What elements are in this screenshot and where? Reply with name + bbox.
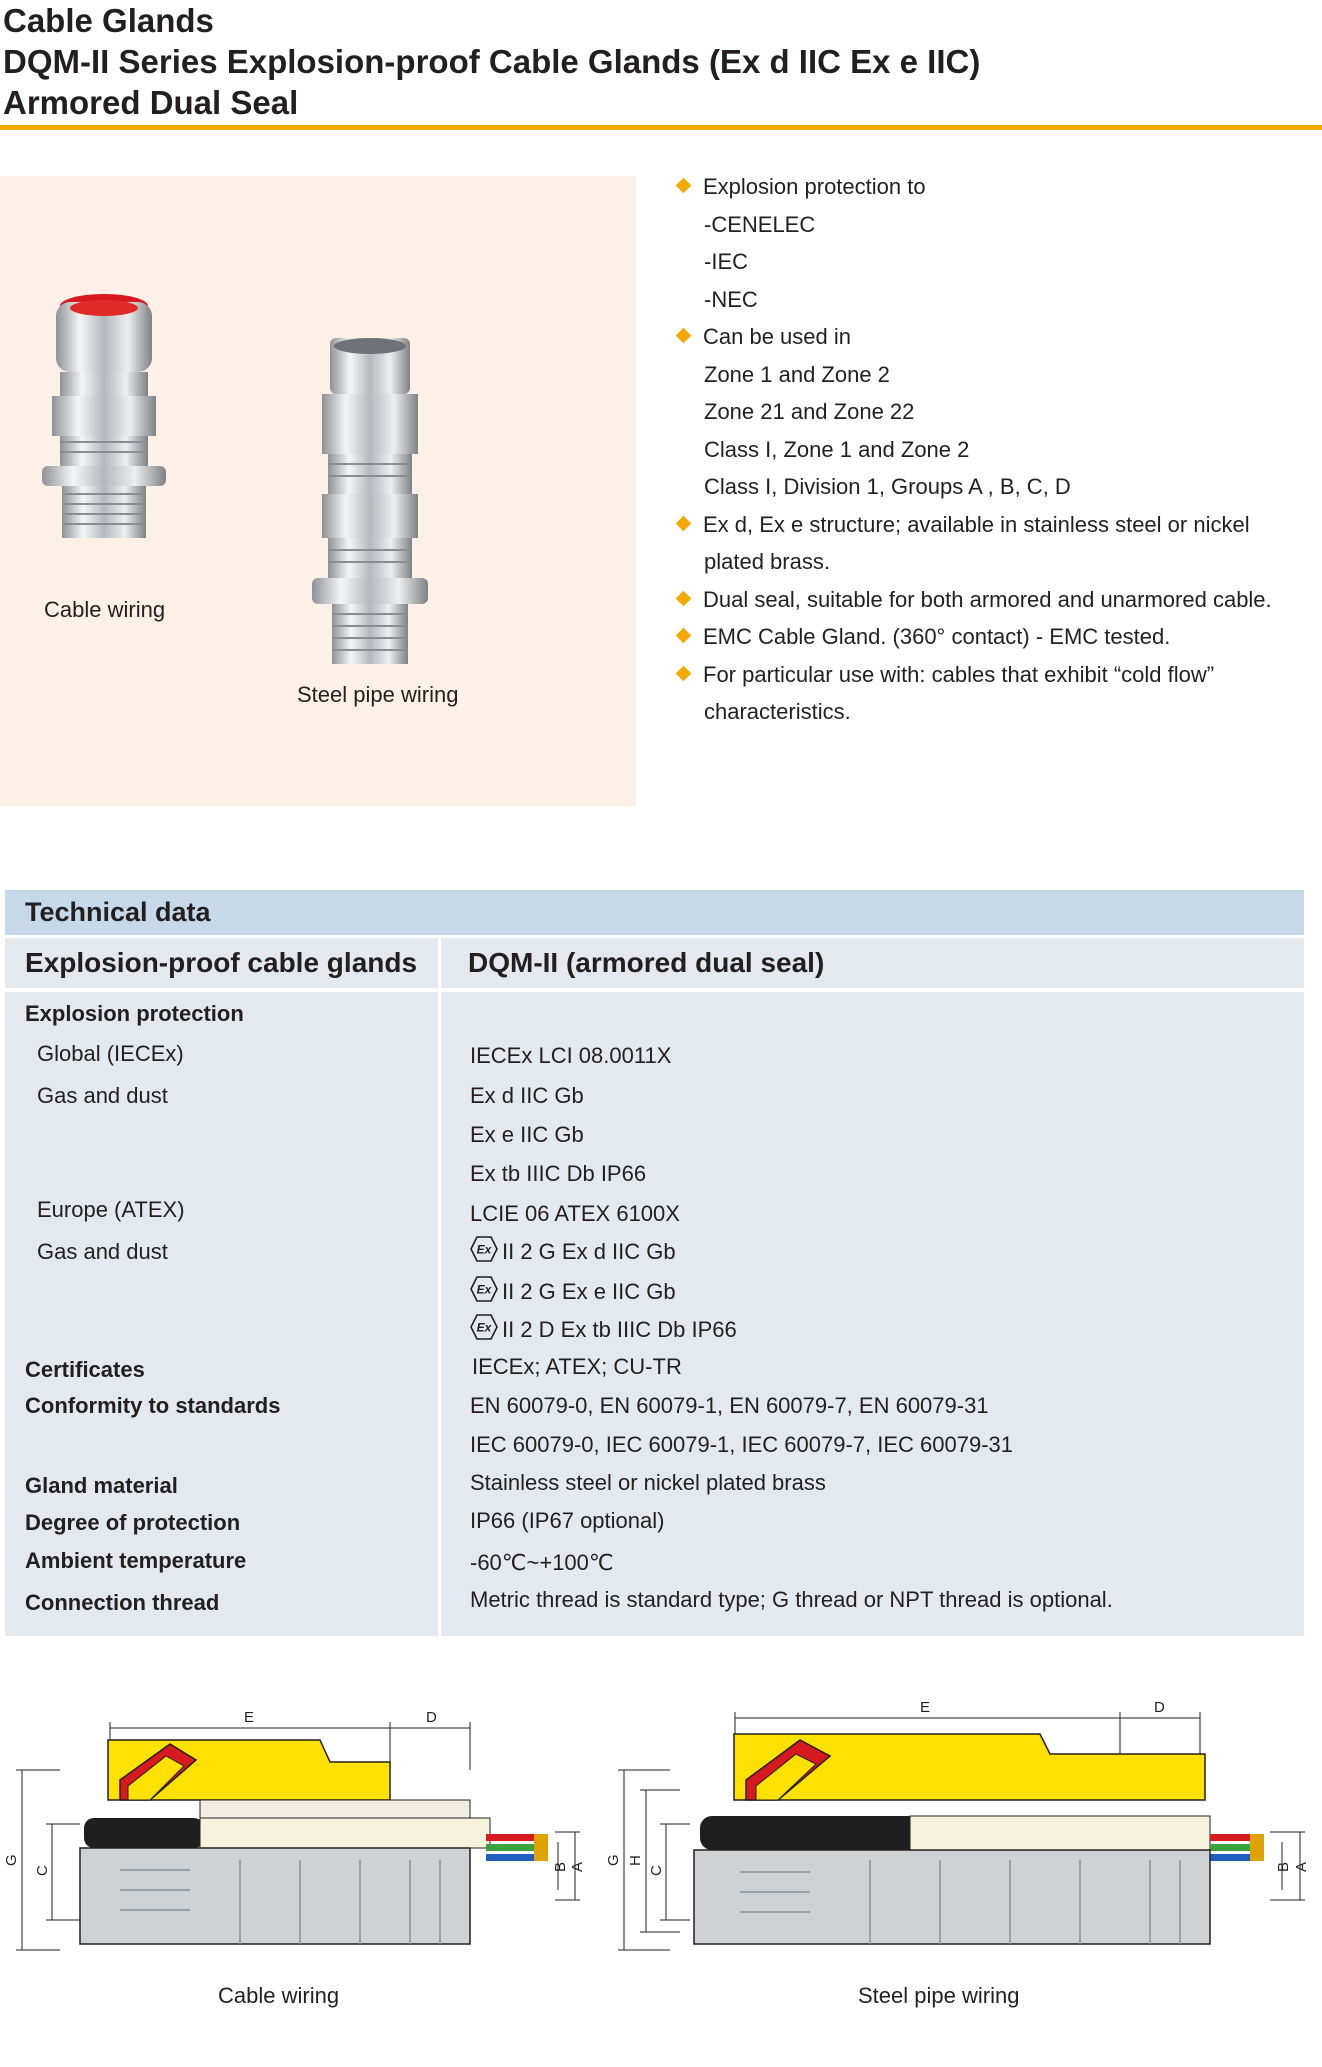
feature-item: Dual seal, suitable for both armored and unarmored cable. <box>676 581 1316 619</box>
bullet-diamond-icon <box>676 515 692 531</box>
feature-subitem: -IEC <box>704 249 748 274</box>
column-header-right: DQM-II (armored dual seal) <box>468 947 825 978</box>
product-subtitle: Armored Dual Seal <box>3 84 299 121</box>
photo-label-cable-wiring: Cable wiring <box>44 597 166 622</box>
value-connection-thread: Metric thread is standard type; G thread or NPT thread is optional. <box>470 1587 1113 1612</box>
label-europe-atex: Europe (ATEX) <box>37 1197 185 1222</box>
label-certificates: Certificates <box>25 1357 145 1382</box>
feature-list <box>676 168 1316 731</box>
value-standards-iec: IEC 60079-0, IEC 60079-1, IEC 60079-7, IEC 60079-31 <box>470 1432 1014 1457</box>
feature-continuation: plated brass. <box>704 549 830 574</box>
ex-hexagon-icon <box>470 1236 498 1262</box>
svg-text:E: E <box>920 1699 931 1716</box>
feature-subitem: Zone 21 and Zone 22 <box>704 399 915 424</box>
value-iecex-marking: Ex e IIC Gb <box>470 1122 584 1147</box>
column-divider <box>438 938 441 1636</box>
svg-text:E: E <box>244 1709 255 1726</box>
svg-text:D: D <box>426 1709 437 1726</box>
steel-pipe-gland-photo <box>308 338 432 668</box>
feature-subitem: -CENELEC <box>704 211 816 237</box>
svg-text:D: D <box>1154 1699 1165 1716</box>
value-iecex-marking: Ex tb IIIC Db IP66 <box>470 1161 647 1186</box>
svg-text:A: A <box>569 1861 586 1872</box>
value-iecex-cert: IECEx LCI 08.0011X <box>470 1043 672 1068</box>
bullet-diamond-icon <box>676 328 692 344</box>
svg-text:C: C <box>34 1865 51 1876</box>
table-title-bar <box>5 890 1304 935</box>
value-certificates: IECEx; ATEX; CU-TR <box>472 1354 682 1379</box>
svg-text:B: B <box>1275 1861 1292 1872</box>
svg-text:Ex: Ex <box>476 1242 492 1257</box>
label-connection-thread: Connection thread <box>25 1590 220 1615</box>
svg-text:G: G <box>605 1854 622 1866</box>
value-ambient-temperature: -60℃~+100℃ <box>470 1550 614 1575</box>
value-iecex-marking: Ex d IIC Gb <box>470 1083 584 1108</box>
label-gland-material: Gland material <box>25 1473 178 1498</box>
value-gland-material: Stainless steel or nickel plated brass <box>470 1470 826 1495</box>
header-row-divider <box>5 988 1304 992</box>
feature-subitem: Class I, Division 1, Groups A , B, C, D <box>704 474 1071 499</box>
product-photo-panel <box>0 176 636 806</box>
value-degree-protection: IP66 (IP67 optional) <box>470 1508 665 1533</box>
bullet-diamond-icon <box>676 628 692 644</box>
feature-item: Explosion protection to <box>676 168 1316 206</box>
page-header <box>3 0 1322 123</box>
feature-subitem: Zone 1 and Zone 2 <box>704 361 890 387</box>
label-explosion-protection: Explosion protection <box>25 1001 244 1026</box>
svg-text:H: H <box>627 1855 644 1866</box>
svg-text:G: G <box>3 1854 20 1866</box>
cable-gland-photo <box>38 292 170 542</box>
feature-subitem: Class I, Zone 1 and Zone 2 <box>704 436 970 462</box>
table-column-headers <box>5 938 1304 988</box>
svg-text:C: C <box>648 1865 665 1876</box>
feature-subitem: -NEC <box>704 286 758 312</box>
diagram-caption-steel-pipe: Steel pipe wiring <box>858 1983 1020 2008</box>
feature-item: Ex d, Ex e structure; available in stainless steel or nickel <box>676 506 1316 544</box>
value-atex-marking: Ex II 2 G Ex d IIC Gb <box>470 1236 676 1265</box>
steel-pipe-wiring-cross-section <box>605 1699 1320 1950</box>
table-title: Technical data <box>25 897 211 927</box>
photo-label-steel-pipe: Steel pipe wiring <box>297 682 459 707</box>
header-divider <box>0 125 1322 130</box>
value-atex-marking: Ex II 2 G Ex e IIC Gb <box>470 1276 676 1305</box>
feature-continuation: characteristics. <box>704 699 851 724</box>
label-standards: Conformity to standards <box>25 1393 281 1418</box>
value-atex-cert: LCIE 06 ATEX 6100X <box>470 1201 680 1226</box>
bullet-diamond-icon <box>676 178 692 194</box>
feature-item: EMC Cable Gland. (360° contact) - EMC tested. <box>676 618 1316 656</box>
column-header-left: Explosion-proof cable glands <box>25 947 418 978</box>
label-global-iecex: Global (IECEx) <box>37 1041 184 1066</box>
ex-hexagon-icon <box>470 1314 498 1340</box>
value-atex-marking: Ex II 2 D Ex tb IIIC Db IP66 <box>470 1314 737 1343</box>
technical-data-table <box>5 890 1304 1636</box>
label-degree-protection: Degree of protection <box>25 1510 241 1535</box>
value-standards-en: EN 60079-0, EN 60079-1, EN 60079-7, EN 60079-31 <box>470 1393 989 1418</box>
svg-text:B: B <box>552 1861 569 1872</box>
svg-text:Ex: Ex <box>476 1320 492 1335</box>
feature-item: Can be used in <box>676 318 1316 356</box>
svg-text:Ex: Ex <box>476 1282 492 1297</box>
svg-text:A: A <box>1293 1861 1310 1872</box>
diagram-caption-cable-wiring: Cable wiring <box>218 1983 340 2008</box>
bullet-diamond-icon <box>676 590 692 606</box>
cable-wiring-cross-section <box>0 1700 600 1950</box>
label-gas-dust-iecex: Gas and dust <box>37 1083 168 1108</box>
label-ambient-temperature: Ambient temperature <box>25 1548 247 1573</box>
product-title: DQM-II Series Explosion-proof Cable Glands (Ex d IIC Ex e IIC) <box>3 43 981 80</box>
ex-hexagon-icon <box>470 1276 498 1302</box>
feature-item: For particular use with: cables that exhibit “cold flow” <box>676 656 1316 694</box>
bullet-diamond-icon <box>676 665 692 681</box>
category-title: Cable Glands <box>3 2 214 39</box>
label-gas-dust-atex: Gas and dust <box>37 1239 168 1264</box>
